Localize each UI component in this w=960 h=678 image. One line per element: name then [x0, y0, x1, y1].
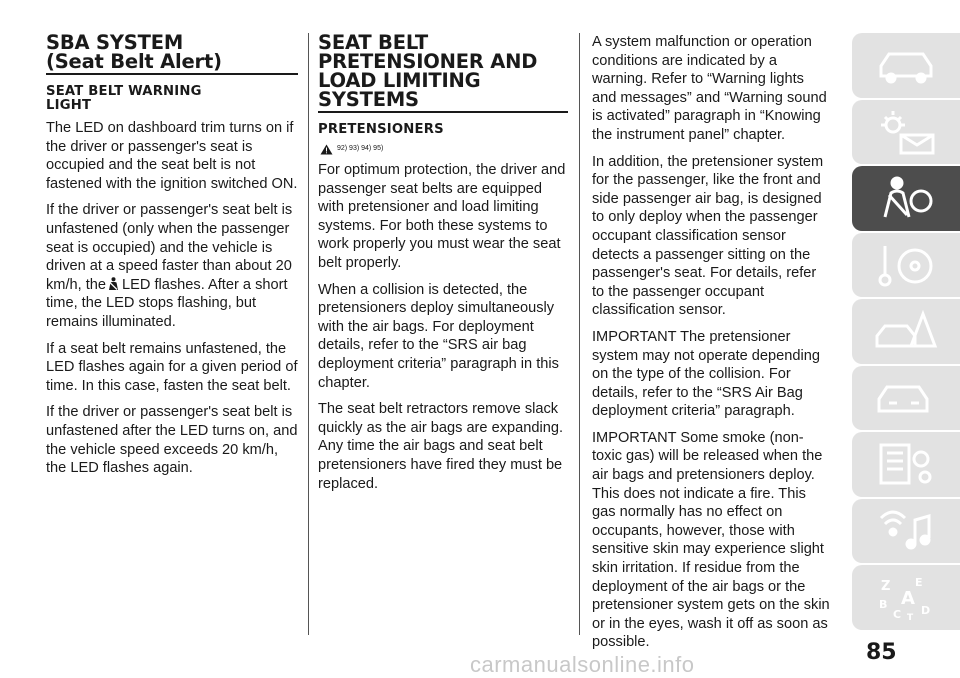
- key-steering-icon: [871, 240, 941, 290]
- heading-line: SBA SYSTEM: [46, 31, 184, 54]
- page-number: 85: [866, 640, 897, 665]
- paragraph: If a seat belt remains unfastened, the LED flashes again for a given period of time. In this case, fasten the seat belt.: [46, 340, 298, 394]
- paragraph: [46, 201, 298, 331]
- heading-line: PRETENSIONER AND: [318, 50, 538, 73]
- paragraph: For optimum protection, the driver and passenger seat belts are equipped with pretensioner and load limiting systems. For both these systems to work properly you must wear the seat belt properly.: [318, 162, 566, 271]
- column-continued: [592, 33, 832, 660]
- tab-warning-lights[interactable]: [852, 100, 960, 165]
- paragraph: A system malfunction or operation conditions are indicated by a warning. Refer to “Warning lights and messages” and “Warning sound is activated” paragraph in “Knowing the instrument panel” chapter.: [592, 34, 827, 143]
- heading-line: SEAT BELT: [318, 31, 428, 54]
- tab-servicing[interactable]: [852, 366, 960, 431]
- tab-index[interactable]: [852, 565, 960, 630]
- column-sba-system: [46, 33, 298, 486]
- technical-data-icon: [871, 439, 941, 489]
- multimedia-icon: [871, 506, 941, 556]
- safety-airbag-icon: [871, 173, 941, 223]
- svg-text:Z: Z: [881, 579, 891, 595]
- tab-technical-data[interactable]: [852, 432, 960, 497]
- tab-starting-driving[interactable]: [852, 233, 960, 298]
- chapter-tabs: [852, 33, 960, 632]
- column-divider: [308, 33, 309, 635]
- svg-text:A: A: [901, 588, 915, 610]
- paragraph-text: If the driver or passenger's seat belt is unfastened (only when the passenger seat is occupied) and the vehicle is driven at a speed faster than about 20 km/h, the: [46, 202, 293, 293]
- svg-text:T: T: [907, 613, 914, 623]
- svg-text:C: C: [893, 608, 902, 622]
- heading-rule: [46, 73, 298, 75]
- seat-belt-icon: [107, 277, 120, 291]
- svg-text:D: D: [921, 604, 931, 618]
- tab-multimedia[interactable]: [852, 499, 960, 564]
- svg-text:E: E: [915, 576, 923, 590]
- heading-pretensioner-systems: [318, 33, 568, 109]
- heading-sba-system: [46, 33, 298, 71]
- heading-rule: [318, 111, 568, 113]
- paragraph: When a collision is detected, the pretensioners deploy simultaneously with the air bags. For deployment details, refer to the “SRS air bag deployment criteria” paragraph in this chapter.: [318, 281, 559, 391]
- heading-line: (Seat Belt Alert): [46, 50, 222, 73]
- car-icon: [871, 40, 941, 90]
- warning-references: [320, 143, 568, 155]
- tab-knowing-your-car[interactable]: [852, 33, 960, 98]
- paragraph: If the driver or passenger's seat belt is unfastened after the LED turns on, and the vehicle speed exceeds 20 km/h, the LED flashes again.: [46, 404, 298, 477]
- subheading-seat-belt-warning-light: [46, 85, 298, 113]
- subheading-line: SEAT BELT WARNING: [46, 84, 202, 99]
- warning-refs-text: 92) 93) 94) 95): [337, 145, 384, 152]
- car-maintenance-icon: [871, 373, 941, 423]
- column-pretensioner: [318, 33, 568, 501]
- warning-lights-icon: [871, 107, 941, 157]
- paragraph: The seat belt retractors remove slack quickly as the air bags are expanding. Any time the air bags and seat belt pretensioners have fired they must be replaced.: [318, 401, 564, 492]
- svg-text:B: B: [879, 598, 888, 612]
- tab-safety[interactable]: [852, 166, 960, 231]
- warning-triangle-icon: [320, 144, 333, 155]
- paragraph: IMPORTANT Some smoke (non-toxic gas) will be released when the air bags and pretensioners deploy. This does not indicate a fire. This gas normally has no effect on occupants, however, those with sensitive skin may experience slight skin irritation. If residue from the deployment of the air bags or the pretensioner system gets on the skin or in the eyes, wash it off as soon as possible.: [592, 429, 830, 651]
- watermark: carmanualsonline.info: [470, 652, 695, 677]
- heading-line: LOAD LIMITING: [318, 69, 481, 92]
- subheading-line: LIGHT: [46, 98, 92, 113]
- column-divider: [579, 33, 580, 635]
- index-icon: [871, 572, 941, 622]
- paragraph: In addition, the pretensioner system for the passenger, like the front and side passenger air bag, is designed to only deploy when the passenger occupant classification sensor detects a passenger sitting on the passenger's seat. For details, refer to the passenger occupant classification sensor.: [592, 153, 824, 319]
- breakdown-icon: [871, 306, 941, 356]
- subheading-pretensioners: PRETENSIONERS: [318, 122, 444, 137]
- paragraph: The LED on dashboard trim turns on if the driver or passenger's seat is occupied and the seat belt is not fastened with the ignition switched ON.: [46, 120, 298, 192]
- paragraph-text: LED flashes. After a short time, the LED stops flashing, but remains illuminated.: [46, 276, 288, 330]
- heading-line: SYSTEMS: [318, 88, 419, 111]
- paragraph: IMPORTANT The pretensioner system may not operate depending on the type of the collision. For details, refer to the “SRS Air Bag deployment criteria” paragraph.: [592, 328, 820, 420]
- tab-in-an-emergency[interactable]: [852, 299, 960, 364]
